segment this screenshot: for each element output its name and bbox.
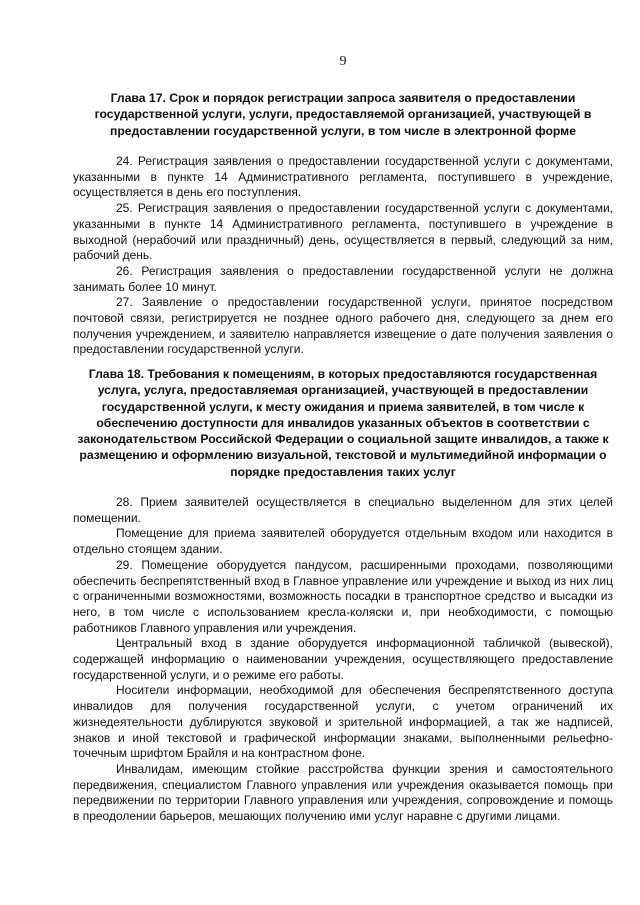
paragraph-25: 25. Регистрация заявления о предоставлении государственной услуги с документами, указанными в пункте 14 Административного регламента, поступившего в учреждение в выходной (нерабочий или праздничный) день, осуществляется в первый, следующий за ним, рабочий день. [73,201,613,263]
paragraph-29-assistance: Инвалидам, имеющим стойкие расстройства функции зрения и самостоятельного передвижения, специалистом Главного управления или учреждения оказывается помощь при передвижении по территории Главного управления или учреждения, сопровождение и помощь в преодолении барьеров, мешающих получению ими услуг наравне с другими лицами. [73,761,613,824]
paragraph-24: 24. Регистрация заявления о предоставлении государственной услуги с документами, указанными в пункте 14 Административного регламента, поступившего в учреждение, осуществляется в день его поступления. [73,154,613,200]
page-number: 9 [339,54,347,69]
paragraph-28: 28. Прием заявителей осуществляется в специально выделенном для этих целей помещении. [73,495,613,525]
paragraph-28-cont: Помещение для приема заявителей оборудуется отдельным входом или находится в отдельно стоящем здании. [73,526,613,557]
paragraph-29-entrance: Центральный вход в здание оборудуется информационной табличкой (вывеской), содержащей информацию о наименовании учреждения, осуществляющего предоставление государственной услуги, и о режиме его работы. [73,636,613,682]
paragraph-27: 27. Заявление о предоставлении государственной услуги, принятое посредством почтовой связи, регистрируется не позднее одного рабочего дня, следующего за днем его получения учреждением, и заявителю направляется извещение о дате получения заявления о предоставлении государственной услуги. [73,295,613,357]
chapter-17-body [73,154,613,358]
chapter-17-heading: Глава 17. Срок и порядок регистрации запроса заявителя о предоставлении государственной услуги, услуги, предоставляемой организацией, участвующей в предоставлении государственной услуги, в том числе в электронной форме [94,91,592,138]
paragraph-29-media: Носители информации, необходимой для обеспечения беспрепятственного доступа инвалидов для получения государственной услуги, с учетом ограничений их жизнедеятельности дублируются звуковой и зрительной информацией, а так же надписей, знаков и иной текстовой и графической информации знаками, выполненными рельефно-точечным шрифтом Брайля и на контрастном фоне. [73,683,613,761]
paragraph-29: 29. Помещение оборудуется пандусом, расширенными проходами, позволяющими обеспечить беспрепятственный вход в Главное управление или учреждение и выход из них лиц с ограниченными возможностями, возможность посадки в транспортное средство и высадки из него, в том числе с использованием кресла-коляски и, при необходимости, с помощью работников Главного управления или учреждения. [73,557,613,635]
chapter-18-body [73,495,613,825]
chapter-18-heading: Глава 18. Требования к помещениям, в которых предоставляются государственная услуга, услуга, предоставляемая организацией, участвующей в предоставлении государственной услуги, к месту ожидания и приема заявителей, в том числе к обеспечению доступности для инвалидов указанных объектов в соответствии с законодательством Российской Федерации о социальной защите инвалидов, а также к размещению и оформлению визуальной, текстовой и мультимедийной информации о порядке предоставления таких услуг [77,367,609,479]
paragraph-26: 26. Регистрация заявления о предоставлении государственной услуги не должна занимать более 10 минут. [73,263,613,294]
